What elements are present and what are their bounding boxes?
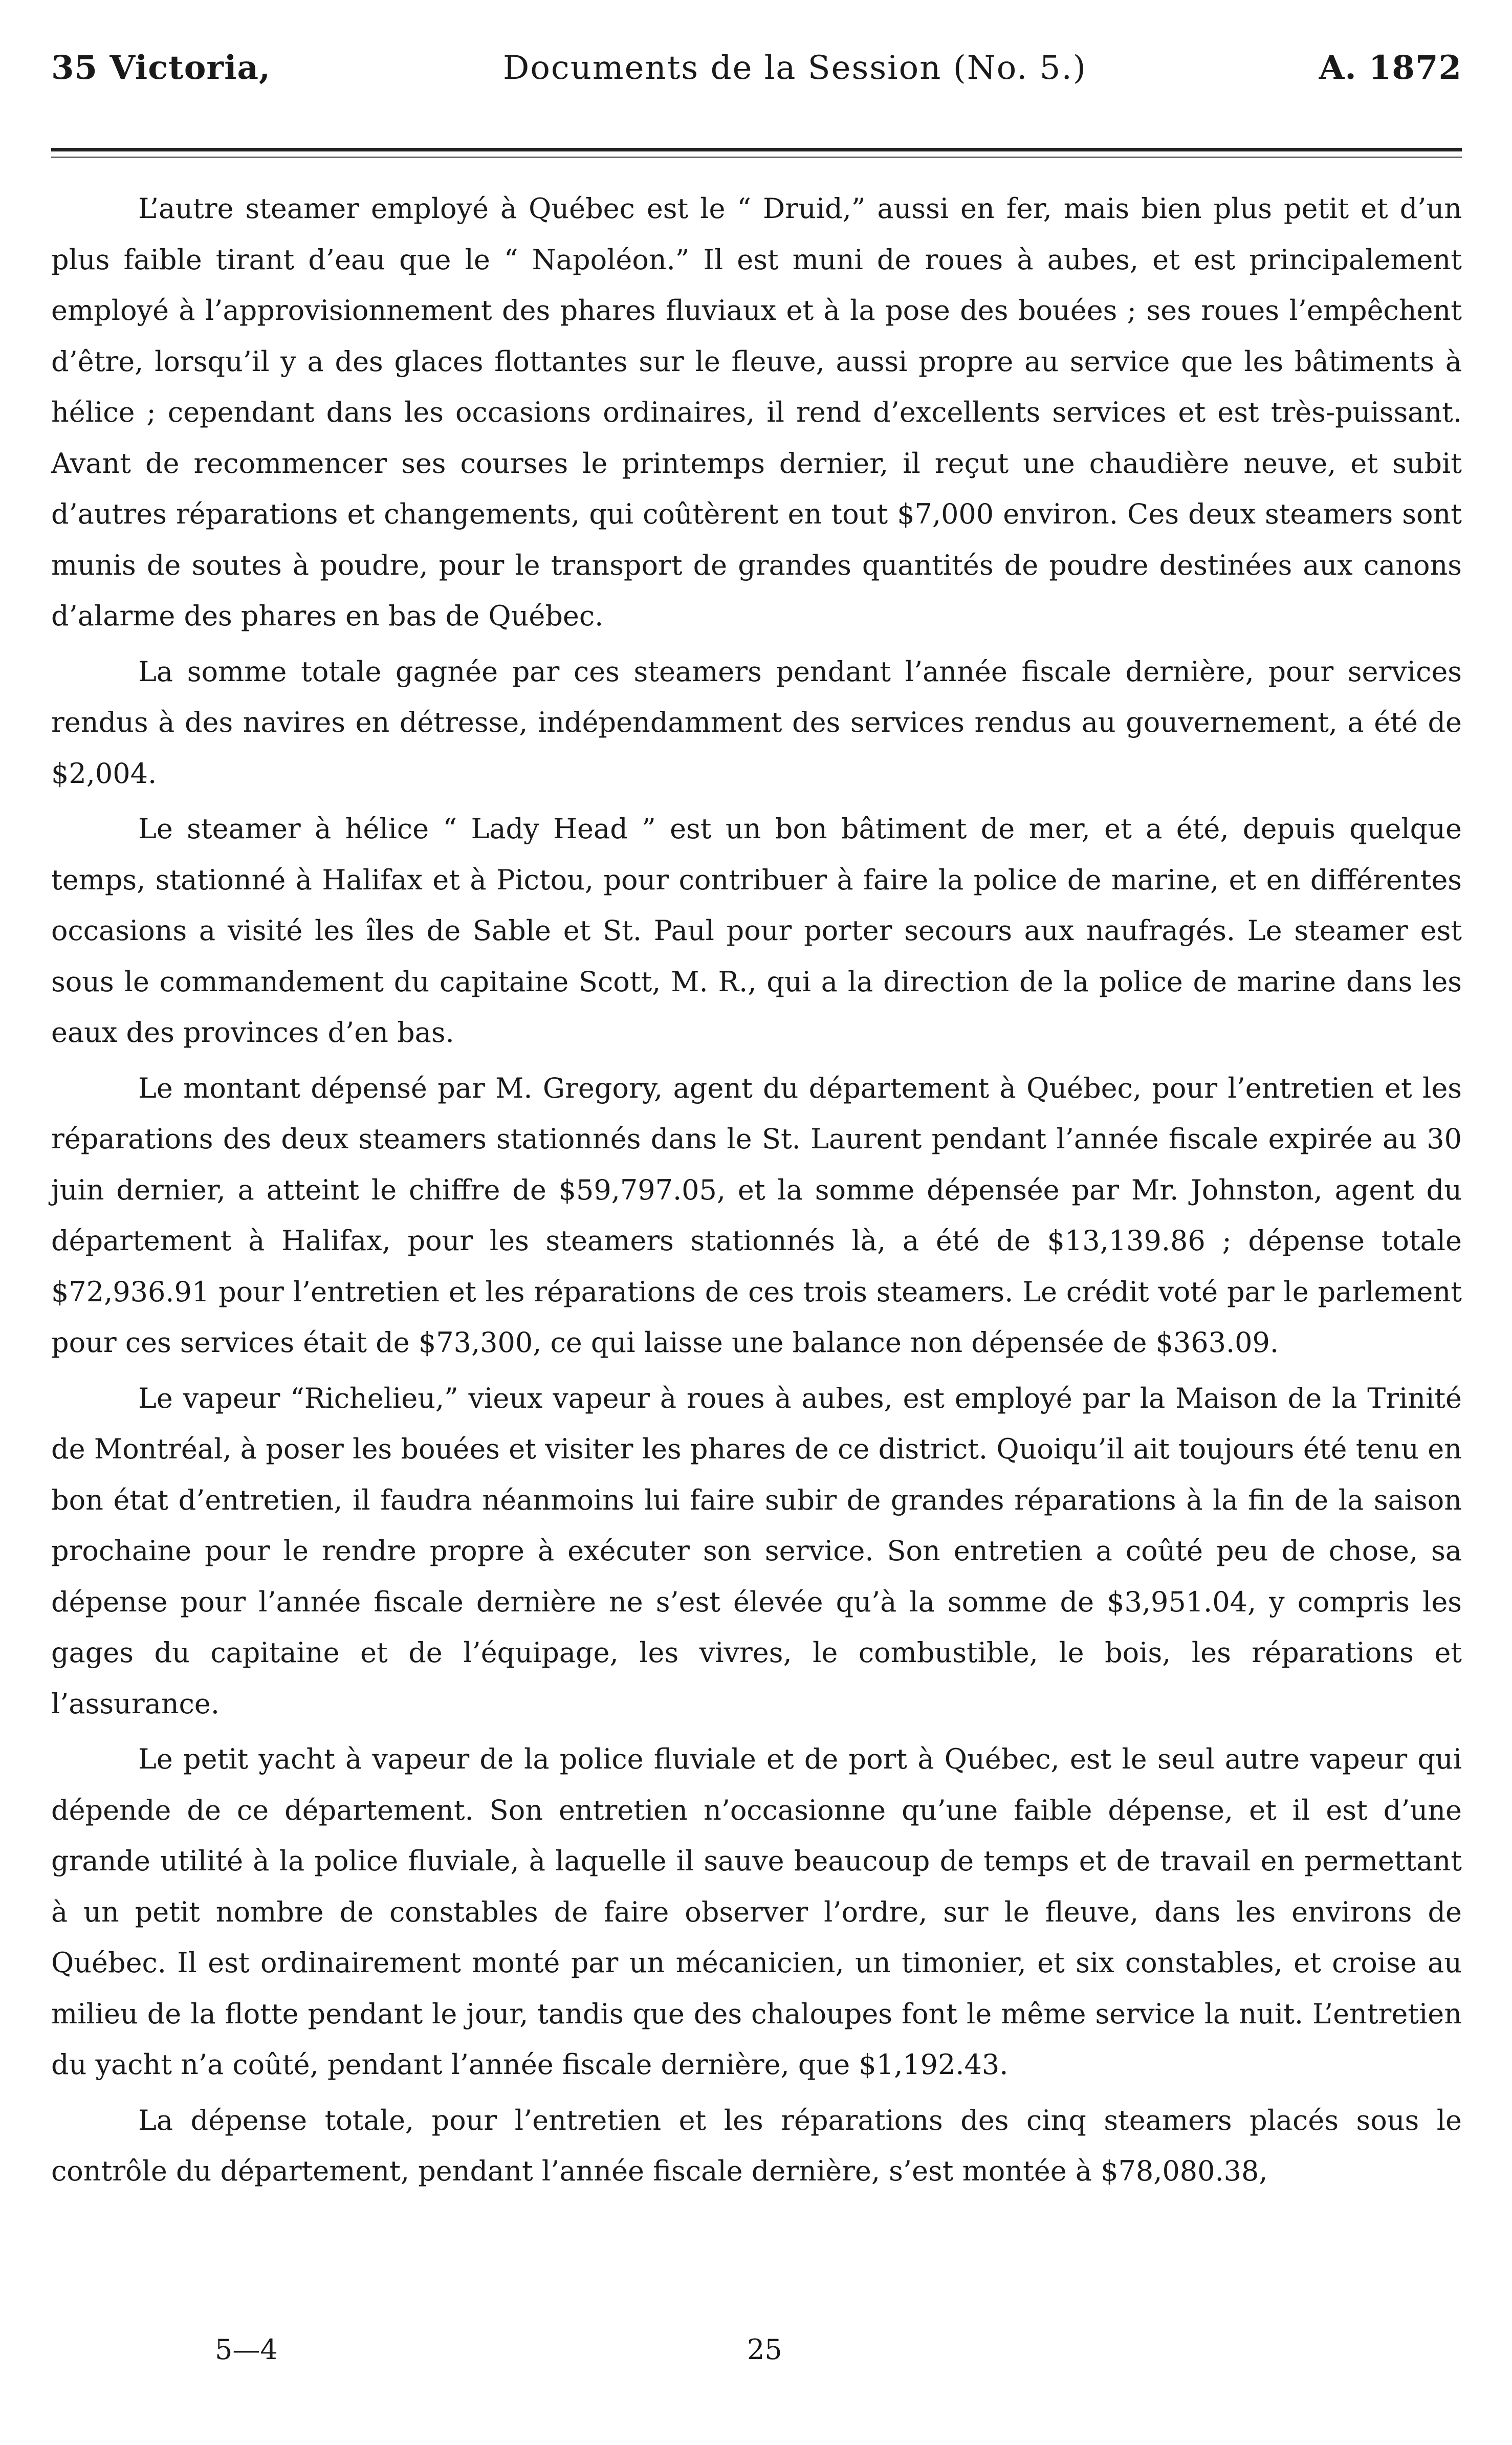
page-number: 25 [747,2333,782,2366]
header-volume: 35 Victoria, [51,49,271,87]
page-footer [0,2333,1512,2374]
header-title: Documents de la Session (No. 5.) [503,49,1087,87]
header-year: A. 1872 [1319,49,1462,87]
paragraph-7: La dépense totale, pour l’entretien et les réparations des cinq steamers placés sous le contrôle du département, pendant l’année fiscale dernière, s’est montée à $78,080.38, [51,2104,1462,2187]
running-header [51,49,1462,105]
paragraph-2: La somme totale gagnée par ces steamers pendant l’année fiscale dernière, pour services rendus à des navires en détresse, indépendamment des services rendus au gouvernement, a été de $2,004. [51,655,1462,790]
header-rule-thin [51,157,1462,158]
paragraph-5: Le vapeur “Richelieu,” vieux vapeur à roues à aubes, est employé par la Maison de la Trinité de Montréal, à poser les bouées et visiter les phares de ce district. Quoiqu’il ait toujours été tenu en bon état d’entretien, il faudra néanmoins lui faire subir de grandes réparations à la fin de la saison prochaine pour le rendre propre à exécuter son service. Son entretien a coûté peu de chose, sa dépense pour l’année fiscale dernière ne s’est élevée qu’à la somme de $3,951.04, y compris les gages du capitaine et de l’équipage, les vivres, le combustible, le bois, les réparations et l’assurance. [51,1382,1462,1720]
paragraph-3: Le steamer à hélice “ Lady Head ” est un bon bâtiment de mer, et a été, depuis quelque temps, stationné à Halifax et à Pictou, pour contribuer à faire la police de marine, et en différentes occasions a visité les îles de Sable et St. Paul pour porter secours aux naufragés. Le steamer est sous le commandement du capitaine Scott, M. R., qui a la direction de la police de marine dans les eaux des provinces d’en bas. [51,813,1462,1049]
paragraph-1: L’autre steamer employé à Québec est le “ Druid,” aussi en fer, mais bien plus petit et d’un plus faible tirant d’eau que le “ Napoléon.” Il est muni de roues à aubes, et est principalement employé à l’approvisionnement des phares fluviaux et à la pose des bouées ; ses roues l’empêchent d’être, lorsqu’il y a des glaces flottantes sur le fleuve, aussi propre au service que les bâtiments à hélice ; cependant dans les occasions ordinaires, il rend d’excellents services et est très-puissant. Avant de recommencer ses courses le printemps dernier, il reçut une chaudière neuve, et subit d’autres réparations et changements, qui coûtèrent en tout $7,000 environ. Ces deux steamers sont munis de soutes à poudre, pour le transport de grandes quantités de poudre destinées aux canons d’alarme des phares en bas de Québec. [51,192,1462,632]
body-text [51,183,1462,2197]
header-rule-thick [51,148,1462,151]
signature-mark: 5—4 [215,2333,278,2366]
paragraph-4: Le montant dépensé par M. Gregory, agent du département à Québec, pour l’entretien et les réparations des deux steamers stationnés dans le St. Laurent pendant l’année fiscale expirée au 30 juin dernier, a atteint le chiffre de $59,797.05, et la somme dépensée par Mr. Johnston, agent du département à Halifax, pour les steamers stationnés là, a été de $13,139.86 ; dépense totale $72,936.91 pour l’entretien et les réparations de ces trois steamers. Le crédit voté par le parlement pour ces services était de $73,300, ce qui laisse une balance non dépensée de $363.09. [51,1072,1462,1359]
paragraph-6: Le petit yacht à vapeur de la police fluviale et de port à Québec, est le seul autre vapeur qui dépende de ce département. Son entretien n’occasionne qu’une faible dépense, et il est d’une grande utilité à la police fluviale, à laquelle il sauve beaucoup de temps et de travail en permettant à un petit nombre de constables de faire observer l’ordre, sur le fleuve, dans les environs de Québec. Il est ordinairement monté par un mécanicien, un timonier, et six constables, et croise au milieu de la flotte pendant le jour, tandis que des chaloupes font le même service la nuit. L’entretien du yacht n’a coûté, pendant l’année fiscale dernière, que $1,192.43. [51,1743,1462,2081]
